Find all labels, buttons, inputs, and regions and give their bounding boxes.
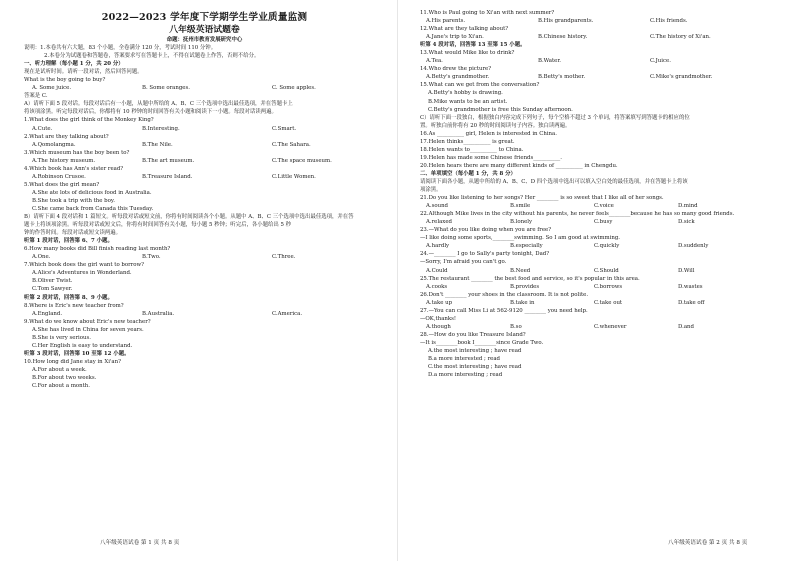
option: C.Tom Sawyer. (32, 286, 73, 293)
instruction: 项涂黑。 (420, 187, 442, 194)
question: 24.—________ I go to Sally's party tonight, Dad? (420, 251, 550, 258)
option: C.take out (594, 299, 623, 306)
option: A.Cute. (32, 125, 53, 132)
question: 9.What do we know about Eric's new teacher? (24, 318, 151, 325)
question: 11.Who is Paul going to Xi'an with next summer? (420, 10, 555, 16)
sub-heading: 听第 3 段对话，回答第 10 至第 12 小题。 (24, 350, 130, 357)
answer-example: 答案是 C. (24, 93, 48, 100)
exam-subtitle: 八年级英语试题卷 (169, 25, 240, 35)
option: B.Interesting. (142, 125, 180, 132)
option: D.suddenly (678, 243, 709, 250)
options-row (420, 57, 780, 65)
question: 26.Don't ________ your shoes in the classroom. It is not polite. (420, 291, 589, 298)
exam-note: 说明：1.本卷共有六大题，83 个小题，全卷满分 120 分，考试时间 110 分钟。 (24, 45, 217, 52)
question: 8.Where is Eric's new teacher from? (24, 302, 124, 309)
option: A.She has lived in China for seven years. (32, 326, 144, 333)
option: A.Tea. (426, 58, 443, 65)
page-footer: 八年级英语试卷 第 2 页 共 8 页 (668, 540, 748, 546)
options-row (24, 157, 385, 165)
fill-in-question: 18.Helen wants to__________ to China. (420, 146, 524, 153)
options-row (420, 267, 780, 275)
option: B.Water. (538, 58, 562, 65)
question: 13.What would Mike like to drink? (420, 50, 515, 57)
instruction: 题卡上将该项涂黑。听每段对话或短文后，你将有时间回答有关小题，每小题 5 秒钟；听完后，各小题给出 5 秒 (24, 222, 292, 229)
exam-page-2 (398, 0, 794, 561)
section-heading: 一、听力理解（每小题 1 分，共 20 分） (24, 61, 124, 68)
option: B.provides (510, 283, 540, 290)
option: C. Some apples. (272, 85, 316, 92)
section-heading: 二、单项填空（每小题 1 分，共 8 分） (420, 170, 516, 177)
option: B.The art museum. (142, 157, 195, 164)
option: C.Mike's grandmother. (650, 74, 713, 81)
instruction: 置。听独白前你将有 20 秒的时间阅读句子内容。独白读两遍。 (420, 122, 571, 129)
option: B.Oliver Twist. (32, 278, 73, 285)
options-row (24, 84, 385, 92)
option: C.The Sahara. (272, 141, 311, 148)
question: 2.What are they talking about? (24, 133, 109, 140)
option: A.though (426, 323, 451, 330)
option: C.quickly (594, 243, 620, 250)
option: B.smile (510, 203, 531, 210)
option: B. Some oranges. (142, 85, 190, 92)
question: 14.Who drew the picture? (420, 66, 492, 73)
options-row (420, 283, 780, 291)
instruction: 现在是试听时间。请听一段对话，然后回答问题。 (24, 69, 143, 76)
option: A.sound (426, 203, 449, 210)
option: A. Some juice. (32, 85, 72, 92)
options-row (420, 242, 780, 250)
option: C.The history of Xi'an. (650, 34, 711, 41)
option: C.Her English is easy to understand. (32, 342, 133, 349)
option: A.relaxed (426, 219, 452, 226)
option: A.His parents. (426, 18, 466, 25)
option: A.Alice's Adventures in Wonderland. (32, 270, 132, 277)
question: —I like doing some sports,________swimming. So I am good at swimming. (420, 235, 621, 242)
options-row (420, 218, 780, 226)
exam-author: 命题：抚州市教育发展研究中心 (166, 37, 243, 43)
options-row (420, 73, 780, 81)
question: 10.How long did Jane stay in Xi'an? (24, 358, 121, 365)
options-row (24, 173, 385, 181)
question: 27.—You can call Miss Li at 562-9120 ________ you need help. (420, 307, 588, 314)
option: B.Mike wants to be an artist. (428, 98, 508, 105)
option: B.lonely (510, 219, 533, 226)
option: C.Juice. (650, 58, 671, 65)
sub-heading: 听第 1 段对话，回答第 6、7 小题。 (24, 238, 113, 245)
question: 23.—What do you like doing when you are free? (420, 227, 552, 234)
question: 22.Although Mike lives in the city without his parents, he never feels________because he has so many good friends. (420, 211, 735, 218)
option: B.take in (510, 299, 535, 306)
option: A.Betty's hobby is drawing. (428, 90, 503, 97)
option: A.Could (426, 267, 448, 274)
question: 1.What does the girl think of the Monkey King? (24, 117, 154, 124)
option: C.His friends. (650, 18, 688, 25)
option: C.voice (594, 203, 614, 210)
option: D.mind (678, 203, 698, 210)
options-row (420, 323, 780, 331)
option: C.busy (594, 219, 613, 226)
option: A.The history museum. (32, 157, 96, 164)
option: C.Betty's grandmother is free this Sunday afternoon. (428, 106, 573, 113)
options-row (420, 202, 780, 210)
option: B.so (510, 323, 522, 330)
question: 3.Which museum has the boy been to? (24, 149, 130, 156)
option: C.whenever (594, 323, 627, 330)
option: D.sick (678, 219, 695, 226)
question: 5.What does the girl mean? (24, 181, 100, 188)
fill-in-question: 17.Helen thinks__________ is great. (420, 138, 515, 145)
option: C.the most interesting ; have read (428, 364, 522, 371)
option: B.The Nile. (142, 141, 173, 148)
option: B.Betty's mother. (538, 74, 586, 81)
exam-title: 2022—2023 学年度下学期学生学业质量监测 (101, 12, 308, 23)
option: B.Treasure Island. (142, 173, 193, 180)
question: 4.Which book has Ann's sister read? (24, 165, 124, 172)
option: B.For about two weeks. (32, 374, 97, 381)
option: A.Qomolangma. (32, 141, 76, 148)
fill-in-question: 20.Helen hears there are many different kinds of __________ in Chengdu. (420, 162, 618, 169)
question: What is the boy going to buy? (24, 77, 106, 84)
question: 15.What can we get from the conversation? (420, 82, 540, 89)
question: —OK,thanks! (420, 315, 457, 322)
exam-note: 2.本卷分为试题卷和答题卷，答案要求写在答题卡上，不得在试题卷上作答，否则不给分。 (44, 53, 260, 60)
question: —Sorry, I'm afraid you can't go. (420, 259, 507, 266)
option: A.She ate lots of delicious food in Australia. (32, 189, 152, 196)
options-row (24, 125, 385, 133)
option: C.Smart. (272, 125, 297, 132)
question: —It is________book I________since Grade Two. (420, 339, 544, 346)
question: 21.Do you like listening to her songs? Her ________ is so sweet that I like all of her songs. (420, 195, 664, 202)
option: C.borrows (594, 283, 623, 290)
option: A.cooks (426, 283, 448, 290)
option: A.For about a week. (32, 366, 87, 373)
instruction: 请阅读下面各小题，从题中所给的 A、B、C、D 四个选项中选出可以填入空白处的最佳选项，并在答题卡上将该 (420, 178, 688, 185)
option: A.England. (32, 310, 63, 317)
option: A.the most interesting ; have read (428, 347, 522, 354)
option: D.a more interesting ; read (428, 372, 503, 379)
option: B.especially (510, 243, 543, 250)
option: A.One. (32, 254, 51, 261)
option: C.Should (594, 267, 619, 274)
option: D.Will (678, 267, 695, 274)
fill-in-question: 16.As __________ girl, Helen is interested in China. (420, 130, 557, 137)
option: D.wastes (678, 283, 703, 290)
instruction: A）请听下面 5 段对话。每段对话后有一小题，从题中所给的 A、B、C 三个选项中选出最佳选项，并在答题卡上 (24, 101, 293, 108)
options-row (24, 310, 385, 318)
option: B.His grandparents. (538, 18, 594, 25)
option: B.Chinese history. (538, 34, 588, 41)
option: A.Betty's grandmother. (426, 74, 490, 81)
option: A.hardly (426, 243, 450, 250)
option: C.Little Women. (272, 173, 316, 180)
options-row (420, 17, 780, 25)
fill-in-question: 19.Helen has made some Chinese friends__________. (420, 154, 562, 161)
options-row (420, 299, 780, 307)
option: A.Jane's trip to Xi'an. (426, 34, 484, 41)
options-row (24, 141, 385, 149)
question: 12.What are they talking about? (420, 26, 509, 33)
question: 28.—How do you like Treasure Island? (420, 331, 526, 338)
sub-heading: 听第 2 段对话，回答第 8、9 小题。 (24, 294, 113, 301)
question: 25.The restaurant ________ the best food and service, so it's popular in this area. (420, 275, 640, 282)
option: B.Two. (142, 254, 161, 261)
instruction: B）请听下面 4 段对话和 1 篇短文。听每段对话或短文前，你将有时间阅读各个小题。从题中 A、B、C 三个选项中选出最佳选项，并在答 (24, 214, 354, 221)
page-footer: 八年级英语试卷 第 1 页 共 8 页 (100, 540, 180, 546)
option: C.America. (272, 310, 303, 317)
instruction: C）请听下面一段独白，根据独白内容完成下列句子，每个空格不超过 3 个单词，将答案填写到答题卡的相应的位 (420, 114, 690, 121)
option: C.She came back from Canada this Tuesday. (32, 205, 154, 212)
instruction: 钟的作答时间。每段对话或短文读两遍。 (24, 230, 122, 237)
options-row (420, 33, 780, 41)
option: B.Need (510, 267, 531, 274)
option: C.For about a month. (32, 383, 90, 390)
question: 6.How many books did Bill finish reading last month? (24, 246, 171, 253)
option: B.Australia. (142, 310, 175, 317)
sub-heading: 听第 4 段对话，回答第 13 至第 15 小题。 (420, 42, 526, 49)
option: B.She took a trip with the boy. (32, 197, 115, 204)
instruction: 将该项涂黑。听完每段对话后，你都将有 10 秒钟的时间回答有关小题和阅读下一小题。每段对话读两遍。 (24, 109, 277, 116)
option: C.The space museum. (272, 157, 332, 164)
option: D.and (678, 323, 694, 330)
question: 7.Which book does the girl want to borrow? (24, 262, 145, 269)
option: A.Robinson Crusoe. (32, 173, 86, 180)
option: D.take off (678, 299, 705, 306)
options-row (24, 253, 385, 261)
option: A.take up (426, 299, 453, 306)
option: B.She is very serious. (32, 334, 91, 341)
option: C.Three. (272, 254, 296, 261)
option: B.a more interested ; read (428, 356, 501, 363)
